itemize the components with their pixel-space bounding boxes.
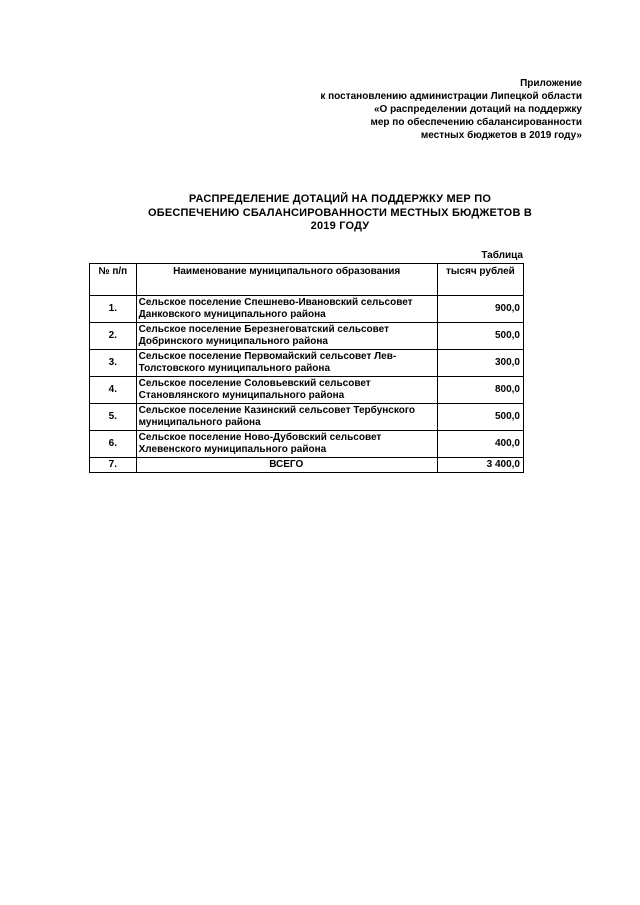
appendix-line: «О распределении дотаций на поддержку: [373, 104, 582, 115]
table-caption: Таблица: [481, 250, 523, 261]
row-sum: 900,0: [437, 296, 523, 323]
total-sum: 3 400,0: [437, 458, 523, 473]
row-number: 1.: [90, 296, 137, 323]
title-line: ОБЕСПЕЧЕНИЮ СБАЛАНСИРОВАННОСТИ МЕСТНЫХ БЮДЖЕТОВ В: [148, 206, 532, 219]
table-row: [90, 323, 524, 350]
total-label: ВСЕГО: [136, 458, 437, 473]
row-sum: 500,0: [437, 323, 523, 350]
appendix-line: мер по обеспечению сбалансированности: [370, 117, 582, 128]
header-sum: тысяч рублей: [437, 264, 523, 296]
appendix-line: местных бюджетов в 2019 году»: [420, 130, 582, 141]
appendix-line: к постановлению администрации Липецкой области: [320, 91, 582, 102]
table-row: [90, 296, 524, 323]
row-name: Сельское поселение Первомайский сельсовет Лев-Толстовского муниципального района: [136, 350, 437, 377]
total-row: [90, 458, 524, 473]
row-number: 5.: [90, 404, 137, 431]
row-name: Сельское поселение Спешнево-Ивановский сельсовет Данковского муниципального района: [136, 296, 437, 323]
appendix-header: [252, 77, 582, 142]
document-title: [105, 193, 575, 234]
row-name: Сельское поселение Березнеговатский сельсовет Добринского муниципального района: [136, 323, 437, 350]
title-line: 2019 ГОДУ: [310, 220, 370, 232]
table-row: [90, 377, 524, 404]
table-row: [90, 350, 524, 377]
row-sum: 400,0: [437, 431, 523, 458]
appendix-line: Приложение: [520, 78, 582, 89]
row-number: 2.: [90, 323, 137, 350]
total-number: 7.: [90, 458, 137, 473]
row-number: 4.: [90, 377, 137, 404]
row-name: Сельское поселение Ново-Дубовский сельсовет Хлевенского муниципального района: [136, 431, 437, 458]
table-header-row: [90, 264, 524, 296]
allocation-table: [89, 263, 524, 473]
title-line: РАСПРЕДЕЛЕНИЕ ДОТАЦИЙ НА ПОДДЕРЖКУ МЕР ПО: [188, 193, 492, 205]
row-sum: 800,0: [437, 377, 523, 404]
header-name: Наименование муниципального образования: [136, 264, 437, 296]
header-number: № п/п: [90, 264, 137, 296]
table-row: [90, 431, 524, 458]
row-number: 6.: [90, 431, 137, 458]
row-sum: 500,0: [437, 404, 523, 431]
row-name: Сельское поселение Казинский сельсовет Тербунского муниципального района: [136, 404, 437, 431]
table-row: [90, 404, 524, 431]
row-name: Сельское поселение Соловьевский сельсовет Становлянского муниципального района: [136, 377, 437, 404]
row-sum: 300,0: [437, 350, 523, 377]
row-number: 3.: [90, 350, 137, 377]
